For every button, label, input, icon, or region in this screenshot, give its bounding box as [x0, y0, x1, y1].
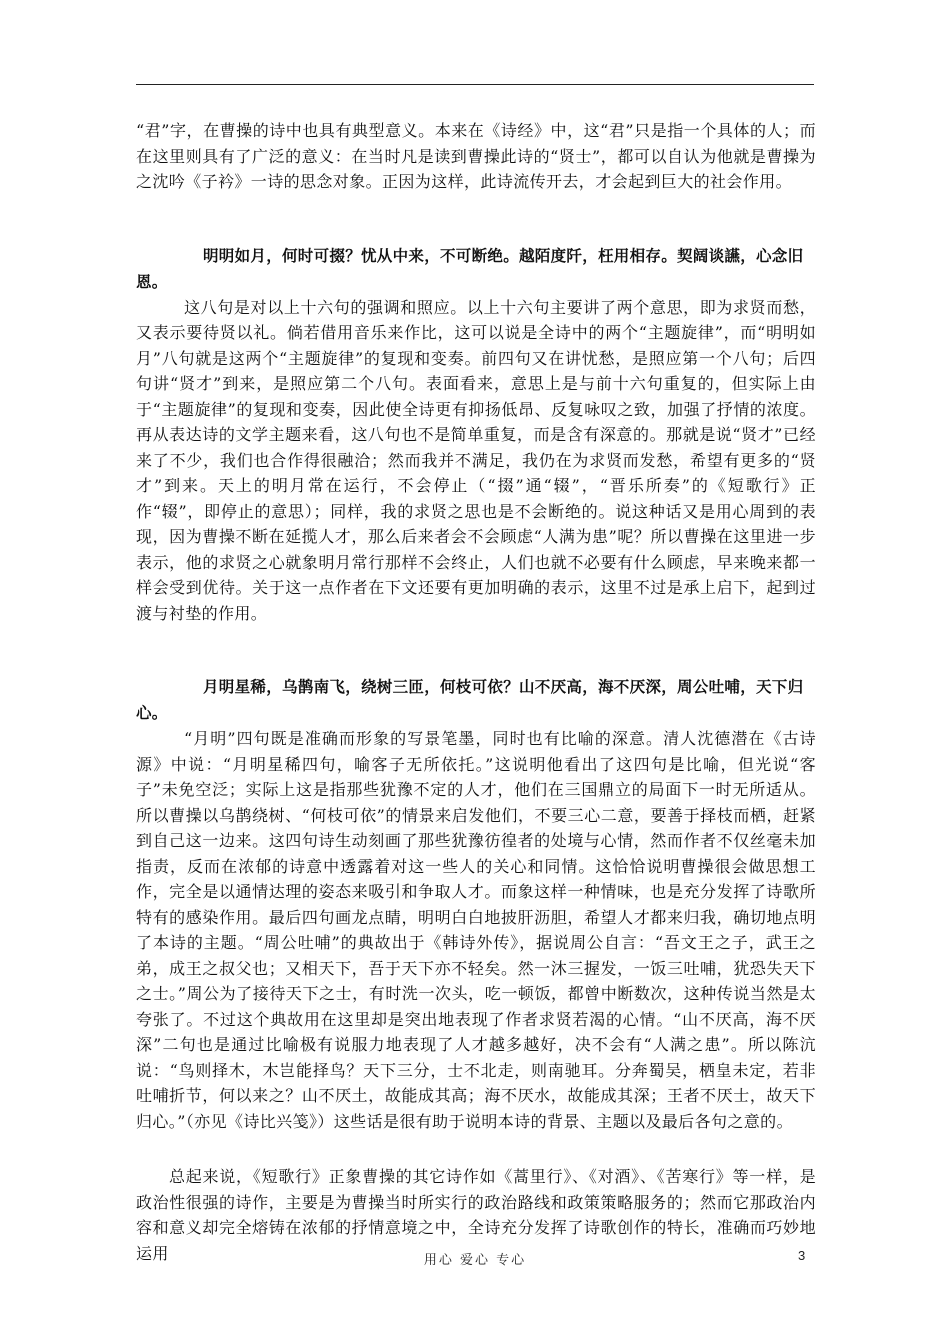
poem-quote-mingming-ruyue: 明明如月，何时可掇？忧从中来，不可断绝。越陌度阡，枉用相存。契阔谈讌，心念旧恩。 [136, 246, 804, 291]
paragraph-jun-character: “君”字，在曹操的诗中也具有典型意义。本来在《诗经》中，这“君”只是指一个具体的人；而在这里则具有了广泛的意义：在当时凡是读到曹操此诗的“贤士”，都可以自认为他就是曹操为之沈吟《子衿》一诗的思念对象。正因为这样，此诗流传开去，才会起到巨大的社会作用。 [136, 121, 816, 191]
page-number: 3 [798, 1248, 806, 1263]
paragraph-mingming-analysis: 这八句是对以上十六句的强调和照应。以上十六句主要讲了两个意思，即为求贤而愁，又表示要待贤以礼。倘若借用音乐来作比，这可以说是全诗中的两个“主题旋律”，而“明明如月”八句就是这两个“主题旋律”的复现和变奏。前四句又在讲忧愁，是照应第一个八句；后四句讲“贤才”到来，是照应第二个八句。表面看来，意思上是与前十六句重复的，但实际上由于“主题旋律”的复现和变奏，因此使全诗更有抑扬低昂、反复咏叹之致，加强了抒情的浓度。再从表达诗的文学主题来看，这八句也不是简单重复，而是含有深意的。那就是说“贤才”已经来了不少，我们也合作得很融洽；然而我并不满足，我仍在为求贤而发愁，希望有更多的“贤才”到来。天上的明月常在运行，不会停止（“掇”通“辍”，“晋乐所奏”的《短歌行》正作“辍”，即停止的意思）；同样，我的求贤之思也是不会断绝的。说这种话又是用心周到的表现，因为曹操不断在延揽人才，那么后来者会不会顾虑“人满为患”呢？所以曹操在这里进一步表示，他的求贤之心就象明月常行那样不会终止，人们也就不必要有什么顾虑，早来晚来都一样会受到优待。关于这一点作者在下文还要有更加明确的表示，这里不过是承上启下，起到过渡与衬垫的作用。 [136, 297, 816, 623]
header-rule [136, 84, 814, 85]
poem-quote-yueming-xingxi: 月明星稀，乌鹊南飞，绕树三匝，何枝可依？山不厌高，海不厌深，周公吐哺，天下归心。 [136, 678, 804, 722]
footer-motto: 用心 爱心 专心 [423, 1253, 527, 1268]
document-body [136, 118, 816, 1266]
paragraph-summary: 总起来说，《短歌行》正象曹操的其它诗作如《蒿里行》、《对酒》、《苦寒行》等一样，是政治性很强的诗作，主要是为曹操当时所实行的政治路线和政策策略服务的；然而它那政治内容和意义却完全熔铸在浓郁的抒情意境之中，全诗充分发挥了诗歌创作的特长，准确而巧妙地运用 [136, 1167, 816, 1263]
paragraph-spacer [136, 195, 816, 243]
paragraph-yueming-analysis: “月明”四句既是准确而形象的写景笔墨，同时也有比喻的深意。清人沈德潜在《古诗源》中说：“月明星稀四句，喻客子无所依托。”这说明他看出了这四句是比喻，但光说“客子”未免空泛；实际上这是指那些犹豫不定的人才，他们在三国鼎立的局面下一时无所适从。所以曹操以乌鹊绕树、“何枝可依”的情景来启发他们，不要三心二意，要善于择枝而栖，赶紧到自己这一边来。这四句诗生动刻画了那些犹豫彷徨者的处境与心情，然而作者不仅丝毫未加指责，反而在浓郁的诗意中透露着对这一些人的关心和同情。这恰恰说明曹操很会做思想工作，完全是以通情达理的姿态来吸引和争取人才。而象这样一种情味，也是充分发挥了诗歌所特有的感染作用。最后四句画龙点睛，明明白白地披肝沥胆，希望人才都来归我，确切地点明了本诗的主题。“周公吐哺”的典故出于《韩诗外传》，据说周公自言：“吾文王之子，武王之弟，成王之叔父也；又相天下，吾于天下亦不轻矣。然一沐三握发，一饭三吐哺，犹恐失天下之士。”周公为了接待天下之士，有时洗一次头，吃一顿饭，都曾中断数次，这种传说当然是太夸张了。不过这个典故用在这里却是突出地表现了作者求贤若渴的心情。“山不厌高，海不厌深”二句也是通过比喻极有说服力地表现了人才越多越好，决不会有“人满之患”。所以陈沆说：“鸟则择木，木岂能择鸟？天下三分，士不北走，则南驰耳。分奔蜀吴，栖皇未定，若非吐哺折节，何以来之？山不厌土，故能成其高；海不厌水，故能成其深；王者不厌士，故天下归心。”（亦见《诗比兴笺》）这些话是很有助于说明本诗的背景、主题以及最后各句之意的。 [136, 729, 816, 1131]
paragraph-spacer [136, 626, 816, 674]
paragraph-spacer [136, 1134, 816, 1164]
